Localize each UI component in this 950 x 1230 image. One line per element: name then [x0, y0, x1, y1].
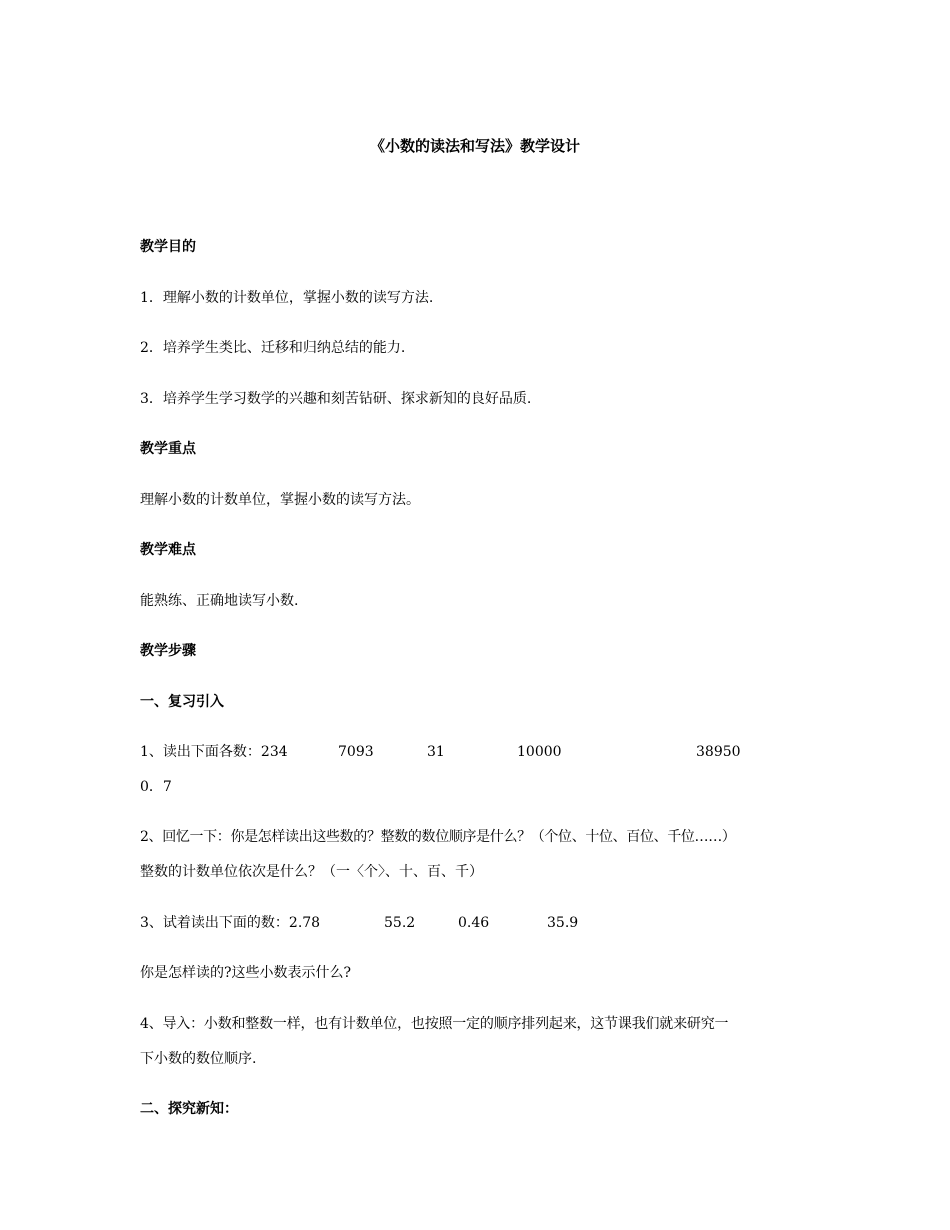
section1-heading: 一、复习引入	[140, 694, 224, 710]
objective-item-1: 1．理解小数的计数单位，掌握小数的读写方法.	[140, 290, 434, 306]
objective-item-2: 2．培养学生类比、迁移和归纳总结的能力.	[140, 340, 406, 356]
q3-number-2: 0.46	[458, 915, 490, 931]
q1-number-2: 31	[427, 744, 445, 760]
objectives-heading: 教学目的	[140, 239, 196, 255]
difficulties-heading: 教学难点	[140, 542, 196, 558]
q3-number-3: 35.9	[547, 915, 579, 931]
question-4-line-2: 下小数的数位顺序.	[140, 1051, 257, 1067]
q1-number-1: 7093	[338, 744, 374, 760]
section2-heading: 二、探究新知：	[140, 1101, 238, 1117]
question-1-label: 1、读出下面各数：234	[140, 744, 288, 760]
steps-heading: 教学步骤	[140, 643, 196, 659]
difficulties-text: 能熟练、正确地读写小数.	[140, 593, 299, 609]
q1-number-3: 10000	[517, 744, 562, 760]
question-2-line-1: 2、回忆一下：你是怎样读出这些数的？整数的数位顺序是什么？（个位、十位、百位、千位……）	[140, 829, 736, 845]
page-title: 《小数的读法和写法》教学设计	[369, 137, 580, 155]
objective-item-3: 3．培养学生学习数学的兴趣和刻苦钻研、探求新知的良好品质.	[140, 391, 532, 407]
key-points-text: 理解小数的计数单位，掌握小数的读写方法。	[140, 492, 420, 508]
question-3-follow-up: 你是怎样读的?这些小数表示什么?	[140, 965, 352, 981]
q3-number-1: 55.2	[384, 915, 416, 931]
key-points-heading: 教学重点	[140, 441, 196, 457]
q1-number-5: 0．7	[140, 779, 172, 795]
question-2-line-2: 整数的计数单位依次是什么？（一〈个〉、十、百、千）	[140, 864, 483, 880]
q1-number-4: 38950	[696, 744, 741, 760]
question-3-label: 3、试着读出下面的数：2.78	[140, 915, 321, 931]
question-4-line-1: 4、导入：小数和整数一样，也有计数单位，也按照一定的顺序排列起来，这节课我们就来研究一	[140, 1016, 729, 1032]
